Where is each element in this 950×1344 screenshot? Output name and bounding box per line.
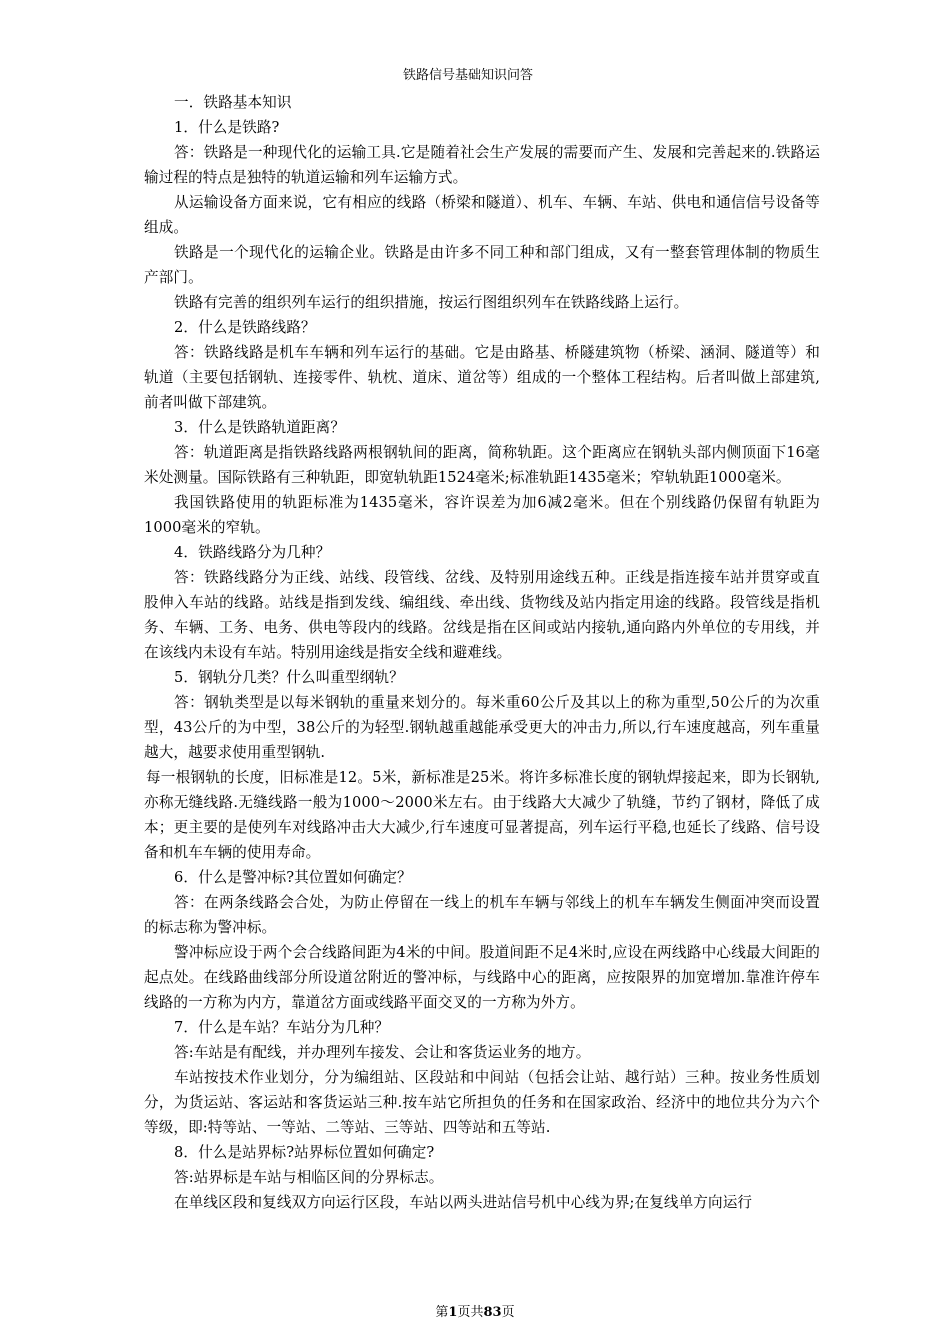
document-body (144, 90, 820, 1215)
paragraph: 5．钢轨分几类？什么叫重型纲轨？ (174, 669, 404, 686)
footer-suffix: 页 (501, 1305, 515, 1320)
paragraph: 答：钢轨类型是以每米钢轨的重量来划分的。每米重60公斤及其以上的称为重型,50公斤的为次重型，43公斤的为中型，38公斤的为轻型.钢轨越重越能承受更大的冲击力,所以,行车速度越高，列车重量越大，越要求使用重型钢轨. (144, 694, 820, 761)
paragraph: 从运输设备方面来说，它有相应的线路（桥梁和隧道）、机车、车辆、车站、供电和通信信号设备等组成。 (144, 194, 820, 236)
paragraph: 答：铁路线路分为正线、站线、段管线、岔线、及特别用途线五种。正线是指连接车站并贯穿或直股伸入车站的线路。站线是指到发线、编组线、牵出线、货物线及站内指定用途的线路。段管线是指机务、车辆、工务、电务、供电等段内的线路。岔线是指在区间或站内接轨,通向路内外单位的专用线，并在该线内未设有车站。特别用途线是指安全线和避难线。 (144, 569, 820, 661)
paragraph: 一．铁路基本知识 (174, 94, 292, 111)
paragraph: 铁路有完善的组织列车运行的组织措施，按运行图组织列车在铁路线路上运行。 (174, 294, 689, 311)
page-footer (0, 1301, 950, 1320)
paragraph: 答:站界标是车站与相临区间的分界标志。 (174, 1169, 444, 1186)
footer-total-pages: 83 (483, 1305, 502, 1320)
paragraph: 4．铁路线路分为几种？ (174, 544, 331, 561)
paragraph: 2．什么是铁路线路？ (174, 319, 316, 336)
paragraph: 答:车站是有配线，并办理列车接发、会让和客货运业务的地方。 (174, 1044, 591, 1061)
paragraph: 答：在两条线路会合处，为防止停留在一线上的机车车辆与邻线上的机车车辆发生侧面冲突而设置的标志称为警冲标。 (144, 894, 820, 936)
paragraph: 答：铁路是一种现代化的运输工具.它是随着社会生产发展的需要而产生、发展和完善起来的.铁路运输过程的特点是独特的轨道运输和列车运输方式。 (144, 144, 820, 186)
footer-page-number: 1 (448, 1305, 458, 1320)
paragraph: 答：铁路线路是机车车辆和列车运行的基础。它是由路基、桥隧建筑物（桥梁、涵洞、隧道等）和轨道（主要包括钢轨、连接零件、轨枕、道床、道岔等）组成的一个整体工程结构。后者叫做上部建筑,前者叫做下部建筑。 (144, 344, 820, 411)
paragraph: 车站按技术作业划分，分为编组站、区段站和中间站（包括会让站、越行站）三种。按业务性质划分，为货运站、客运站和客货运站三种.按车站它所担负的任务和在国家政治、经济中的地位共分为六个等级，即:特等站、一等站、二等站、三等站、四等站和五等站. (144, 1069, 820, 1136)
paragraph: 1．什么是铁路? (174, 119, 280, 136)
paragraph: 每一根钢轨的长度，旧标准是12。5米，新标准是25米。将许多标准长度的钢轨焊接起来，即为长钢轨,亦称无缝线路.无缝线路一般为1000～2000米左右。由于线路大大减少了轨缝，节约了钢材，降低了成本；更主要的是使列车对线路冲击大大减少,行车速度可显著提高，列车运行平稳,也延长了线路、信号设备和机车车辆的使用寿命。 (144, 769, 820, 861)
paragraph: 6．什么是警冲标?其位置如何确定？ (174, 869, 412, 886)
footer-prefix: 第 (435, 1305, 449, 1320)
paragraph: 我国铁路使用的轨距标准为1435毫米，容许误差为加6减2毫米。但在个别线路仍保留有轨距为1000毫米的窄轨。 (144, 494, 820, 536)
paragraph: 7．什么是车站？车站分为几种？ (174, 1019, 390, 1036)
paragraph: 警冲标应设于两个会合线路间距为4米的中间。股道间距不足4米时,应设在两线路中心线最大间距的起点处。在线路曲线部分所设道岔附近的警冲标，与线路中心的距离，应按限界的加宽增加.靠准许停车线路的一方称为内方，靠道岔方面或线路平面交叉的一方称为外方。 (144, 944, 820, 1011)
paragraph: 铁路是一个现代化的运输企业。铁路是由许多不同工种和部门组成，又有一整套管理体制的物质生产部门。 (144, 244, 820, 286)
paragraph: 答：轨道距离是指铁路线路两根钢轨间的距离，简称轨距。这个距离应在钢轨头部内侧顶面下16毫米处测量。国际铁路有三种轨距，即宽轨轨距1524毫米;标准轨距1435毫米；窄轨轨距1000毫米。 (144, 444, 820, 486)
paragraph: 3．什么是铁路轨道距离？ (174, 419, 346, 436)
document-title: 铁路信号基础知识问答 (403, 68, 534, 83)
paragraph: 在单线区段和复线双方向运行区段，车站以两头进站信号机中心线为界;在复线单方向运行 (174, 1194, 753, 1211)
paragraph: 8．什么是站界标?站界标位置如何确定? (174, 1144, 435, 1161)
footer-middle: 页共 (457, 1305, 484, 1320)
